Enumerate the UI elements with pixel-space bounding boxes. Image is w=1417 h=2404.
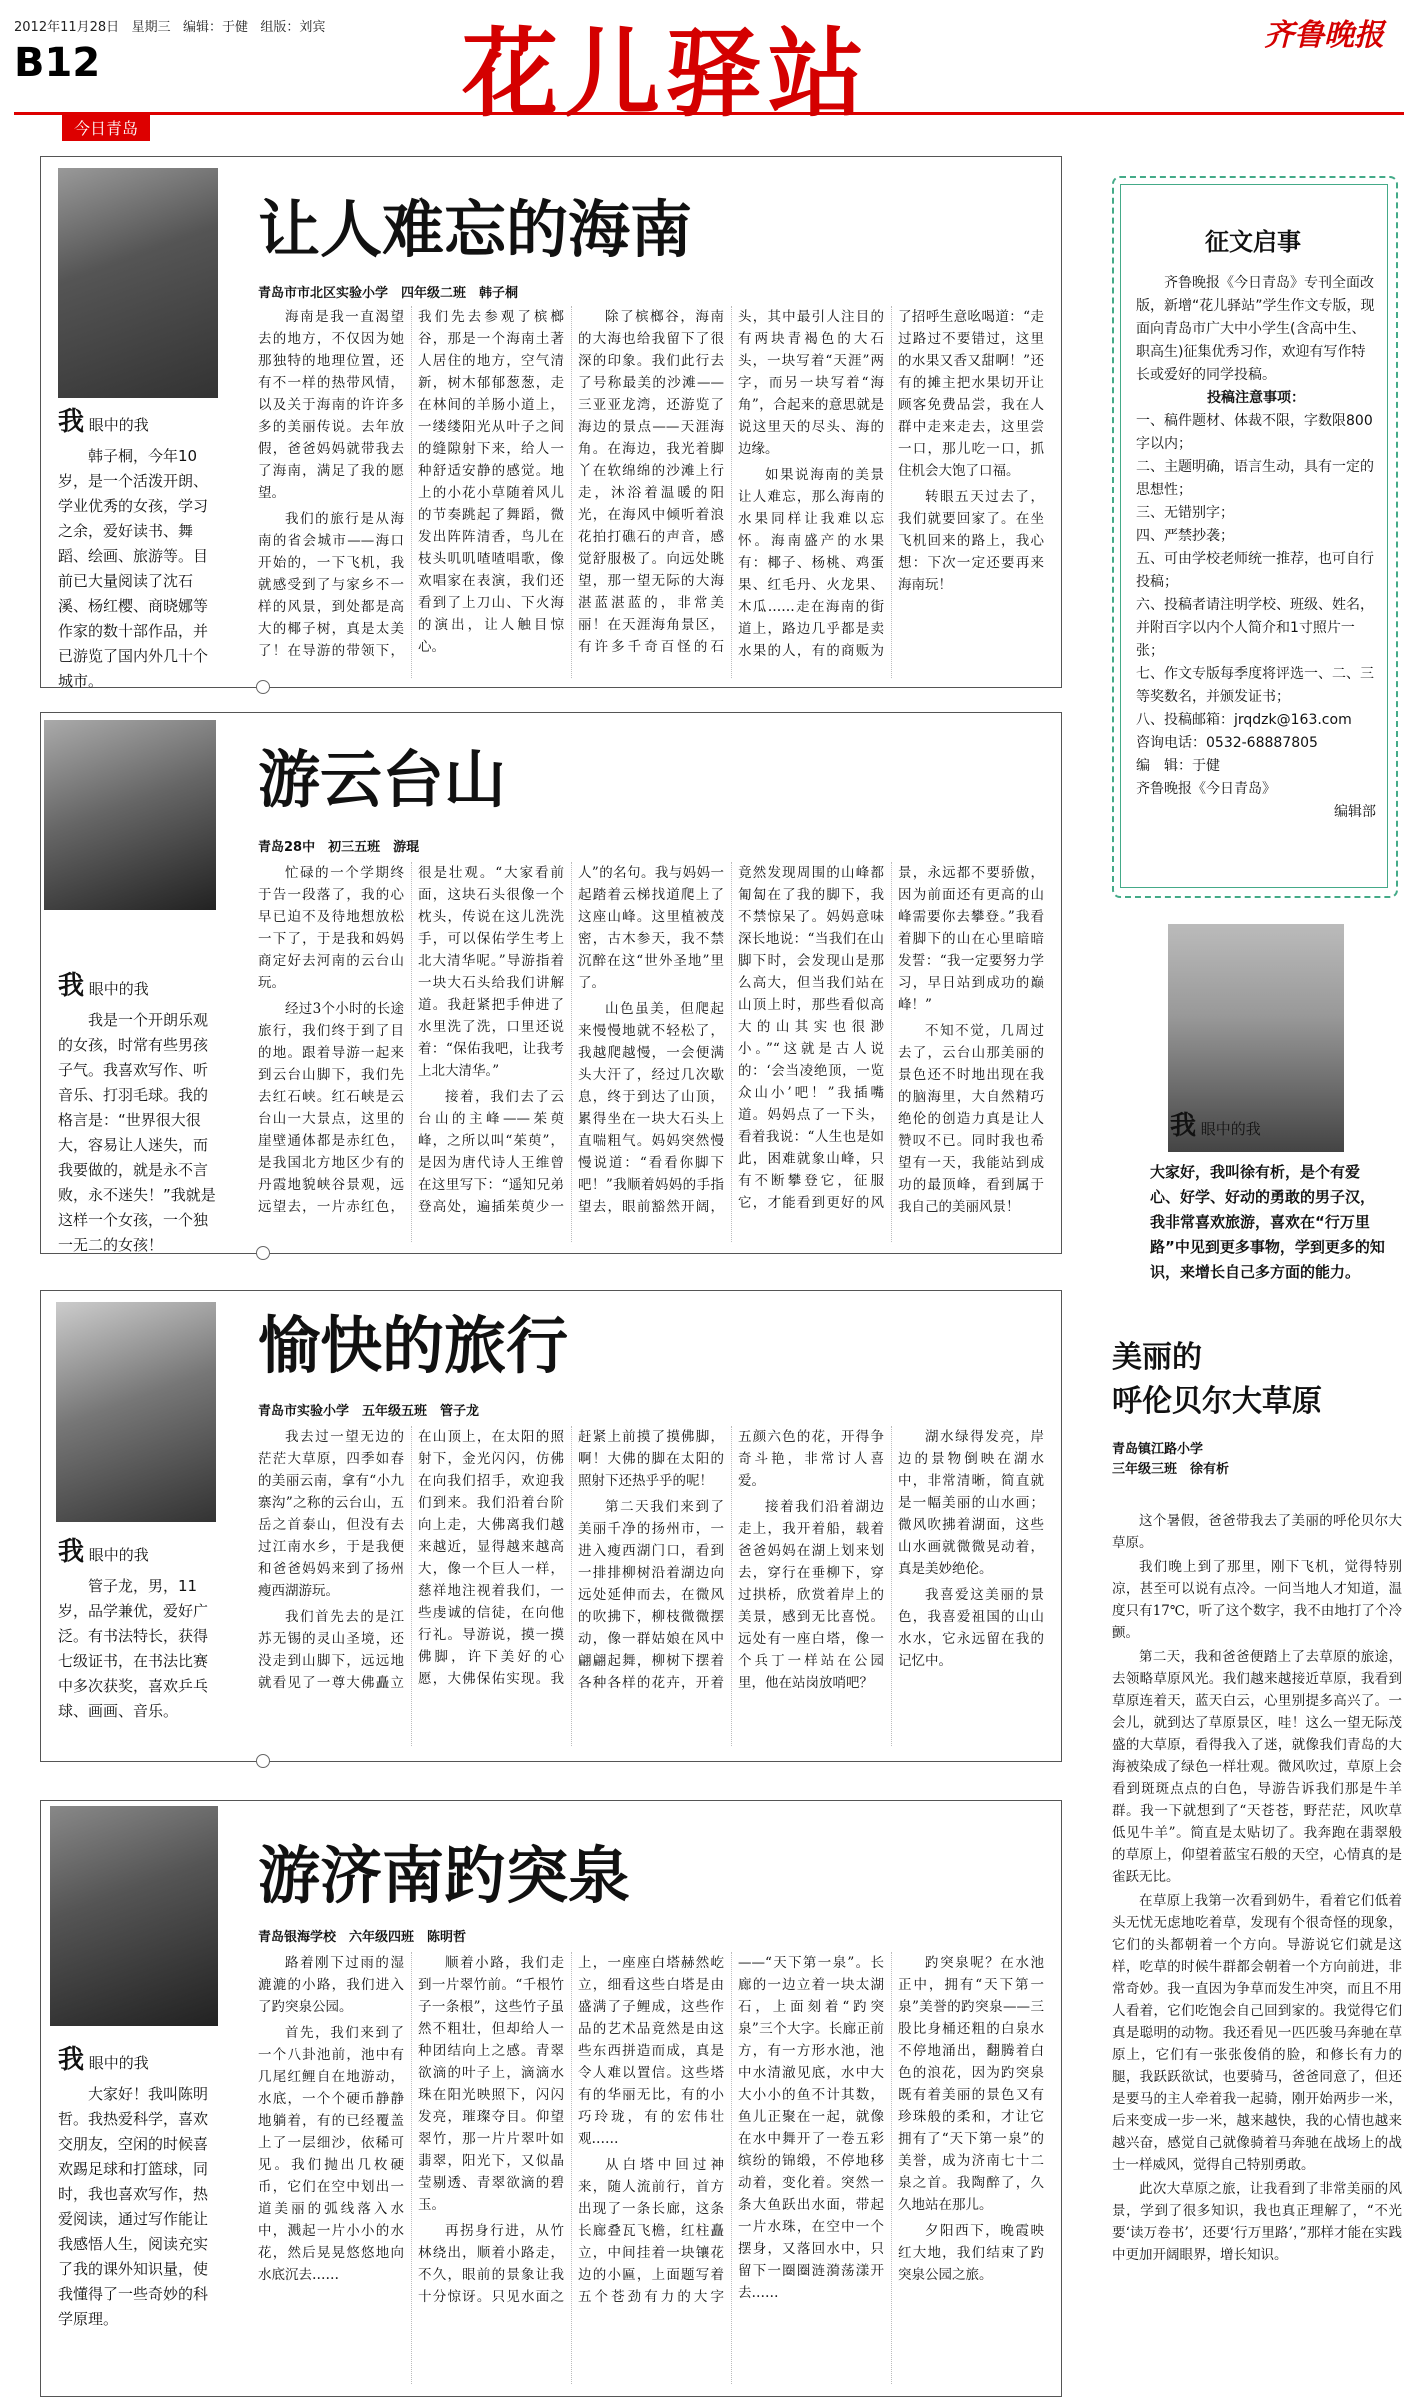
me-text: 管子龙，男，11岁，品学兼优，爱好广泛。有书法特长，获得七级证书，在书法比赛中多次获奖，喜欢乒乓球、画画、音乐。 [58, 1577, 209, 1720]
paragraph: 首先，我们来到了一个八卦池前，池中有几尾红鲤自在地游动，水底，一个个硬币静静地躺着，有的已经覆盖上了一层细沙，依稀可见。我们抛出几枚硬币，它们在空中划出一道美丽的弧线落入水中，溅起一片小小的水花，然后晃晃悠悠地向水底沉去…… [258, 2025, 404, 2283]
article-byline: 青岛市实验小学 五年级五班 管子龙 [258, 1404, 480, 1419]
article-title: 游济南趵突泉 [258, 1839, 631, 1912]
article-body [258, 862, 1044, 1242]
paragraph: 我们首先去的是江苏无锡的灵山圣境，还没走到山脚下，远远地就看见了一尊大佛矗立在山顶上，在太阳的照射下，金光闪闪，仿佛在向我们招手，欢迎我们到来。我们沿着台阶向上走，大佛离我们越来越近，显得越来越高大，像一个巨人一样，慈祥地注视着我们，一些虔诚的信徒，在向他行礼。导游说，摸一摸佛脚，许下美好的心愿，大佛保佑实现。我赶紧上前摸了摸佛脚，啊！大佛的脚在太阳的照射下还热乎乎的呢！ [258, 1429, 724, 1691]
article-title: 游云台山 [258, 743, 507, 816]
me-sublabel: 眼中的我 [88, 1546, 149, 1564]
decor-circle [256, 1246, 270, 1260]
paragraph: 第二天我们来到了美丽千净的扬州市，一进入瘦西湖门口，看到一排排柳树沿着湖边向远处延伸而去，在微风的吹拂下，柳枝微微摆动，像一群姑娘在风中翩翩起舞，柳树下摆着各种各样的花卉，开着五颜六色的花，开得争奇斗艳，非常讨人喜爱。 [578, 1429, 884, 1691]
me-sublabel: 眼中的我 [88, 980, 149, 998]
section-tag: 今日青岛 [62, 114, 150, 141]
notice-line: 齐鲁晚报《今日青岛》 [1136, 781, 1276, 797]
paragraph: 湖水绿得发亮，岸边的景物倒映在湖水中，非常清晰，简直就是一幅美丽的山水画；微风吹拂着湖面，这些山水画就微微晃动着，真是美妙绝伦。 [898, 1429, 1044, 1577]
side-article-title [1112, 1336, 1402, 1424]
side-article-body [1112, 1510, 1402, 2268]
article-byline: 青岛银海学校 六年级四班 陈明哲 [258, 1930, 467, 1945]
paragraph: 夕阳西下，晚霞映红大地，我们结束了趵突泉公园之旅。 [898, 2223, 1044, 2283]
paragraph: 我去过一望无边的茫茫大草原，四季如春的美丽云南，拿有“小九寨沟”之称的云台山，五岳之首泰山，但没有去过江南水乡，于是我便和爸爸妈妈来到了扬州瘦西湖游玩。 [258, 1429, 404, 1599]
me-sublabel: 眼中的我 [88, 416, 149, 434]
paragraph: 路着刚下过雨的湿漉漉的小路，我们进入了趵突泉公园。 [258, 1955, 404, 2015]
notice-line: 二、主题明确，语言生动，具有一定的思想性； [1136, 459, 1374, 498]
side-byline-class: 三年级三班 徐有析 [1112, 1462, 1230, 1477]
me-section [58, 1537, 220, 1724]
me-section [58, 2045, 220, 2332]
notice-line: 六、投稿者请注明学校、班级、姓名，并附百字以内个人简介和1寸照片一张； [1136, 597, 1374, 659]
decor-circle [256, 680, 270, 694]
notice-line: 三、无错别字； [1136, 505, 1234, 521]
me-section [58, 971, 220, 1258]
header-date: 2012年11月28日 [14, 20, 120, 35]
article-title: 让人难忘的海南 [258, 193, 693, 266]
me-section [1170, 1111, 1261, 1142]
page-number: B12 [14, 40, 101, 86]
side-title-line1: 美丽的 [1112, 1340, 1202, 1375]
brand-logo: 齐鲁晚报 [1264, 18, 1384, 53]
header-weekday: 星期三 [131, 20, 171, 35]
me-label: 我 [58, 971, 85, 1001]
me-section [58, 407, 220, 694]
author-photo [44, 720, 216, 910]
notice-line: 编辑部 [1334, 804, 1376, 820]
paragraph: 从白塔中回过神来，随人流前行，首方出现了一条长廊，这条长廊叠瓦飞檐，红柱矗立，中间挂着一块镶花边的小匾，上面题写着五个苍劲有力的大字——“天下第一泉”。长廊的一边立着一块太湖石，上面刻着“趵突泉”三个大字。长廊正前方，有一方形水池，池中水清澈见底，水中大大小小的鱼不计其数，鱼儿正聚在一起，就像在水中舞开了一卷五彩缤纷的锦缎，不停地移动着，变化着。突然一条大鱼跃出水面，带起一片水珠，在空中一个摆身，又落回水中，只留下一圈圈涟漪荡漾开去…… [578, 1955, 884, 2305]
article-body [258, 1426, 1044, 1746]
paragraph: 经过3个小时的长途旅行，我们终于到了目的地。跟着导游一起来到云台山脚下，我们先去红石峡。红石峡是云台山一大景点，这里的崖壁通体都是赤红色，是我国北方地区少有的丹霞地貌峡谷景观，远远望去，一片赤红色，很是壮观。“大家看前面，这块石头很像一个枕头，传说在这儿洗洗手，可以保佑学生考上北大清华呢。”导游指着一块大石头给我们讲解道。我赶紧把手伸进了水里洗了洗，口里还说着：“保佑我吧，让我考上北大清华。” [258, 865, 564, 1215]
paragraph: 如果说海南的美景让人难忘，那么海南的水果同样让我难以忘怀。海南盛产的水果有：椰子、杨桃、鸡蛋果、红毛丹、火龙果、木瓜……走在海南的街道上，路边几乎都是卖水果的人，有的商贩为了招呼生意吆喝道：“走过路过不要错过，这里的水果又香又甜啊！”还有的摊主把水果切开让顾客免费品尝，我在人群中走来走去，这里尝一口，那儿吃一口，抓住机会大饱了口福。 [738, 309, 1044, 659]
me-label: 我 [58, 1537, 85, 1567]
author-photo [50, 1806, 218, 2026]
me-sublabel: 眼中的我 [88, 2054, 149, 2072]
paragraph: 在草原上我第一次看到奶牛，看着它们低着头无忧无虑地吃着草，发现有个很奇怪的现象，它们的头都朝着一个方向。导游说它们就是这样，吃草的时候牛群都会朝着一个方向前进，非常奇妙。我一直因为争草而发生冲突，而且不用人看着，它们吃饱会自己回到家的。我觉得它们真是聪明的动物。我还看见一匹匹骏马奔驰在草原上，它们有一张张俊俏的脸，和修长有力的腿，我跃跃欲试，也要骑马，爸爸同意了，但还是要马的主人牵着我一起骑，刚开始两步一米，后来变成一步一米，越来越快，我的心情也越来越兴奋，感觉自己就像骑着马奔驰在战场上的战士一样威风，觉得自己特别勇敢。 [1112, 1893, 1402, 2173]
paragraph: 第二天，我和爸爸便踏上了去草原的旅途，去领略草原风光。我们越来越接近草原，我看到草原连着天，蓝天白云，心里别提多高兴了。一会儿，就到达了草原景区，哇！这么一望无际茂盛的大草原，看得我入了迷，就像我们青岛的大海被染成了绿色一样壮观。微风吹过，草原上会看到斑斑点点的白色，导游告诉我们那是牛羊群。我一下就想到了“天苍苍，野茫茫，风吹草低见牛羊”。简直是太贴切了。我奔跑在翡翠般的草原上，仰望着蓝宝石般的天空，心情真的是雀跃无比。 [1112, 1649, 1402, 1885]
me-text: 大家好！我叫陈明哲。我热爱科学，喜欢交朋友，空闲的时候喜欢踢足球和打篮球，同时，我也喜欢写作，热爱阅读，通过写作能让我感悟人生，阅读充实了我的课外知识量，使我懂得了一些奇妙的科学原理。 [58, 2085, 209, 2328]
paragraph: 接着，我们去了云台山的主峰——茱萸峰，之所以叫“茱萸”，是因为唐代诗人王维曾在这里写下：“遥知兄弟登高处，遍插茱萸少一人”的名句。我与妈妈一起踏着云梯找道爬上了这座山峰。这里植被茂密，古木参天，我不禁沉醉在这“世外圣地”里了。 [418, 865, 724, 1215]
masthead-title: 花儿驿站 [462, 18, 870, 130]
me-label: 我 [58, 2045, 85, 2075]
notice-line: 八、投稿邮箱：jrqdzk@163.com [1136, 712, 1352, 728]
paragraph: 我们晚上到了那里，刚下飞机，觉得特别凉，甚至可以说有点冷。一问当地人才知道，温度只有17℃，听了这个数字，我不由地打了个冷颤。 [1112, 1559, 1402, 1641]
notice-line: 齐鲁晚报《今日青岛》专刊全面改版，新增“花儿驿站”学生作文专版，现面向青岛市广大中小学生(含高中生、职高生)征集优秀习作，欢迎有写作特长或爱好的同学投稿。 [1136, 275, 1375, 383]
paragraph: 这个暑假，爸爸带我去了美丽的呼伦贝尔大草原。 [1112, 1513, 1402, 1551]
paragraph: 我们的旅行是从海南的省会城市——海口开始的，一下飞机，我就感受到了与家乡不一样的风景，到处都是高大的椰子树，真是太美了！在导游的带领下，我们先去参观了槟榔谷，那是一个海南土著人居住的地方，空气清新，树木郁郁葱葱，走在林间的羊肠小道上，一缕缕阳光从叶子之间的缝隙射下来，给人一种舒适安静的感觉。地上的小花小草随着风儿的节奏跳起了舞蹈，微发出阵阵清香，鸟儿在枝头叽叽喳喳唱歌，像欢唱家在表演，我们还看到了上刀山、下火海的演出，让人触目惊心。 [258, 309, 564, 659]
paragraph: 转眼五天过去了，我们就要回家了。在坐飞机回来的路上，我心想：下次一定还要再来海南玩！ [898, 489, 1044, 593]
notice-line: 四、严禁抄袭； [1136, 528, 1234, 544]
author-photo [58, 168, 218, 398]
paragraph: 接着我们沿着湖边走上，我开着船，载着爸爸妈妈在湖上划来划去，穿行在垂柳下，穿过拱桥，欣赏着岸上的美景，感到无比喜悦。远处有一座白塔，像一个兵丁一样站在公园里，他在站岗放哨吧？ [738, 1499, 884, 1691]
paragraph: 海南是我一直渴望去的地方，不仅因为她那独特的地理位置，还有不一样的热带风情，以及关于海南的许许多多的美丽传说。去年放假，爸爸妈妈就带我去了海南，满足了我的愿望。 [258, 309, 404, 501]
header-editor: 编辑：于健 [183, 20, 249, 35]
me-text: 大家好，我叫徐有析，是个有爱心、好学、好动的勇敢的男子汉，我非常喜欢旅游，喜欢在“行万里路”中见到更多事物，学到更多的知识，来增长自己多方面的能力。 [1150, 1163, 1385, 1281]
paragraph: 除了槟榔谷，海南的大海也给我留下了很深的印象。我们此行去了号称最美的沙滩——三亚亚龙湾，还游览了海边的景点——天涯海角。在海边，我光着脚丫在软绵绵的沙滩上行走，沐浴着温暖的阳光，在海风中倾听着浪花拍打礁石的声音，感觉舒服极了。向远处眺望，那一望无际的大海湛蓝湛蓝的，非常美丽！在天涯海角景区，有许多千奇百怪的石头，其中最引人注目的有两块青褐色的大石头，一块写着“天涯”两字，而另一块写着“海角”，合起来的意思就是说这里天的尽头、海的边缘。 [578, 309, 884, 655]
side-article-byline [1112, 1440, 1229, 1480]
paragraph: 不知不觉，几周过去了，云台山那美丽的景色还不时地出现在我的脑海里，大自然精巧绝伦的创造力真是让人赞叹不已。同时我也希望有一天，我能站到成功的最顶峰，看到属于我自己的美丽风景！ [898, 1023, 1044, 1215]
me-sublabel: 眼中的我 [1200, 1120, 1261, 1138]
paragraph: 山色虽美，但爬起来慢慢地就不轻松了，我越爬越慢，一会便满头大汗了，经过几次歇息，终于到达了山顶，累得坐在一块大石头上直喘粗气。妈妈突然慢慢说道：“看看你脚下吧！”我顺着妈妈的手指望去，眼前豁然开阔，竟然发现周围的山峰都匍匐在了我的脚下，我不禁惊呆了。妈妈意味深长地说：“当我们在山脚下时，会发现山是那么高大，但当我们站在山顶上时，那些看似高大的山其实也很渺小。”“这就是古人说的：‘会当凌绝顶，一览众山小’吧！”我插嘴道。妈妈点了一下头，看着我说：“人生也是如此，困难就象山峰，只有不断攀登它，征服它，才能看到更好的风景，永远都不要骄傲，因为前面还有更高的山峰需要你去攀登。”我看着脚下的山在心里暗暗发誓：“我一定要努力学习，早日站到成功的巅峰！” [578, 865, 1044, 1215]
me-text: 我是一个开朗乐观的女孩，时常有些男孩子气。我喜欢写作、听音乐、打羽毛球。我的格言是：“世界很大很大，容易让人迷失，而我要做的，就是永不言败，永不迷失！”我就是这样一个女孩，一个独一无二的女孩！ [58, 1011, 216, 1254]
paragraph: 顺着小路，我们走到一片翠竹前。“千根竹子一条根”，这些竹子虽然不粗壮，但却给人一种团结向上之感。青翠欲滴的叶子上，滴滴水珠在阳光映照下，闪闪发亮，璀璨夺目。仰望翠竹，那一片片翠叶如翡翠，阳光下，又似晶莹剔透、青翠欲滴的碧玉。 [418, 1955, 564, 2213]
paragraph: 再拐身行进，从竹林绕出，顺着小路走，不久，眼前的景象让我十分惊讶。只见水面之上，一座座白塔赫然屹立，细看这些白塔是由盛满了子鲤成，这些作品的艺术品竟然是由这些东西拼造而成，真是令人难以置信。这些塔有的华丽无比，有的小巧玲珑，有的宏伟壮观…… [418, 1955, 724, 2305]
side-title-line2: 呼伦贝尔大草原 [1112, 1384, 1322, 1419]
notice-line: 咨询电话：0532-68887805 [1136, 735, 1318, 751]
me-label: 我 [58, 407, 85, 437]
header-layout: 组版：刘宾 [260, 20, 326, 35]
article-body [258, 306, 1044, 678]
notice-title: 征文启事 [1205, 228, 1301, 256]
notice-line: 七、作文专版每季度将评选一、二、三等奖数名，并颁发证书； [1136, 666, 1374, 705]
notice-line: 投稿注意事项： [1207, 390, 1305, 406]
author-photo [56, 1302, 216, 1522]
header-info [14, 16, 325, 35]
notice-body [1136, 272, 1376, 824]
notice-line: 编 辑：于健 [1136, 758, 1220, 774]
side-byline-school: 青岛镇江路小学 [1112, 1442, 1204, 1457]
article-byline: 青岛28中 初三五班 游琨 [258, 840, 420, 855]
notice-line: 一、稿件题材、体裁不限，字数限800字以内； [1136, 413, 1373, 452]
article-title: 愉快的旅行 [258, 1309, 569, 1382]
article-byline: 青岛市市北区实验小学 四年级二班 韩子桐 [258, 286, 519, 301]
paragraph: 我喜爱这美丽的景色，我喜爱祖国的山山水水，它永远留在我的记忆中。 [898, 1587, 1044, 1669]
me-label: 我 [1170, 1111, 1197, 1141]
paragraph: 忙碌的一个学期终于告一段落了，我的心早已迫不及待地想放松一下了，于是我和妈妈商定好去河南的云台山玩。 [258, 865, 404, 991]
article-body [258, 1952, 1044, 2384]
me-text: 韩子桐，今年10岁，是一个活泼开朗、学业优秀的女孩，学习之余，爱好读书、舞蹈、绘画、旅游等。目前已大量阅读了沈石溪、杨红樱、商晓娜等作家的数十部作品，并已游览了国内外几十个城市。 [58, 447, 209, 690]
paragraph: 此次大草原之旅，让我看到了非常美丽的风景，学到了很多知识，我也真正理解了，“不光要‘读万卷书’，还要‘行万里路’，”那样才能在实践中更加开阔眼界，增长知识。 [1112, 2181, 1402, 2263]
notice-line: 五、可由学校老师统一推荐，也可自行投稿； [1136, 551, 1374, 590]
paragraph: 趵突泉呢？在水池正中，拥有“天下第一泉”美誉的趵突泉——三股比身桶还粗的白泉水不停地涌出，翻腾着白色的浪花，因为趵突泉既有着美丽的景色又有珍珠般的柔和，才让它拥有了“天下第一泉”的美誉，成为济南七十二泉之首。我陶醉了，久久地站在那儿。 [898, 1955, 1044, 2213]
decor-circle [256, 1754, 270, 1768]
